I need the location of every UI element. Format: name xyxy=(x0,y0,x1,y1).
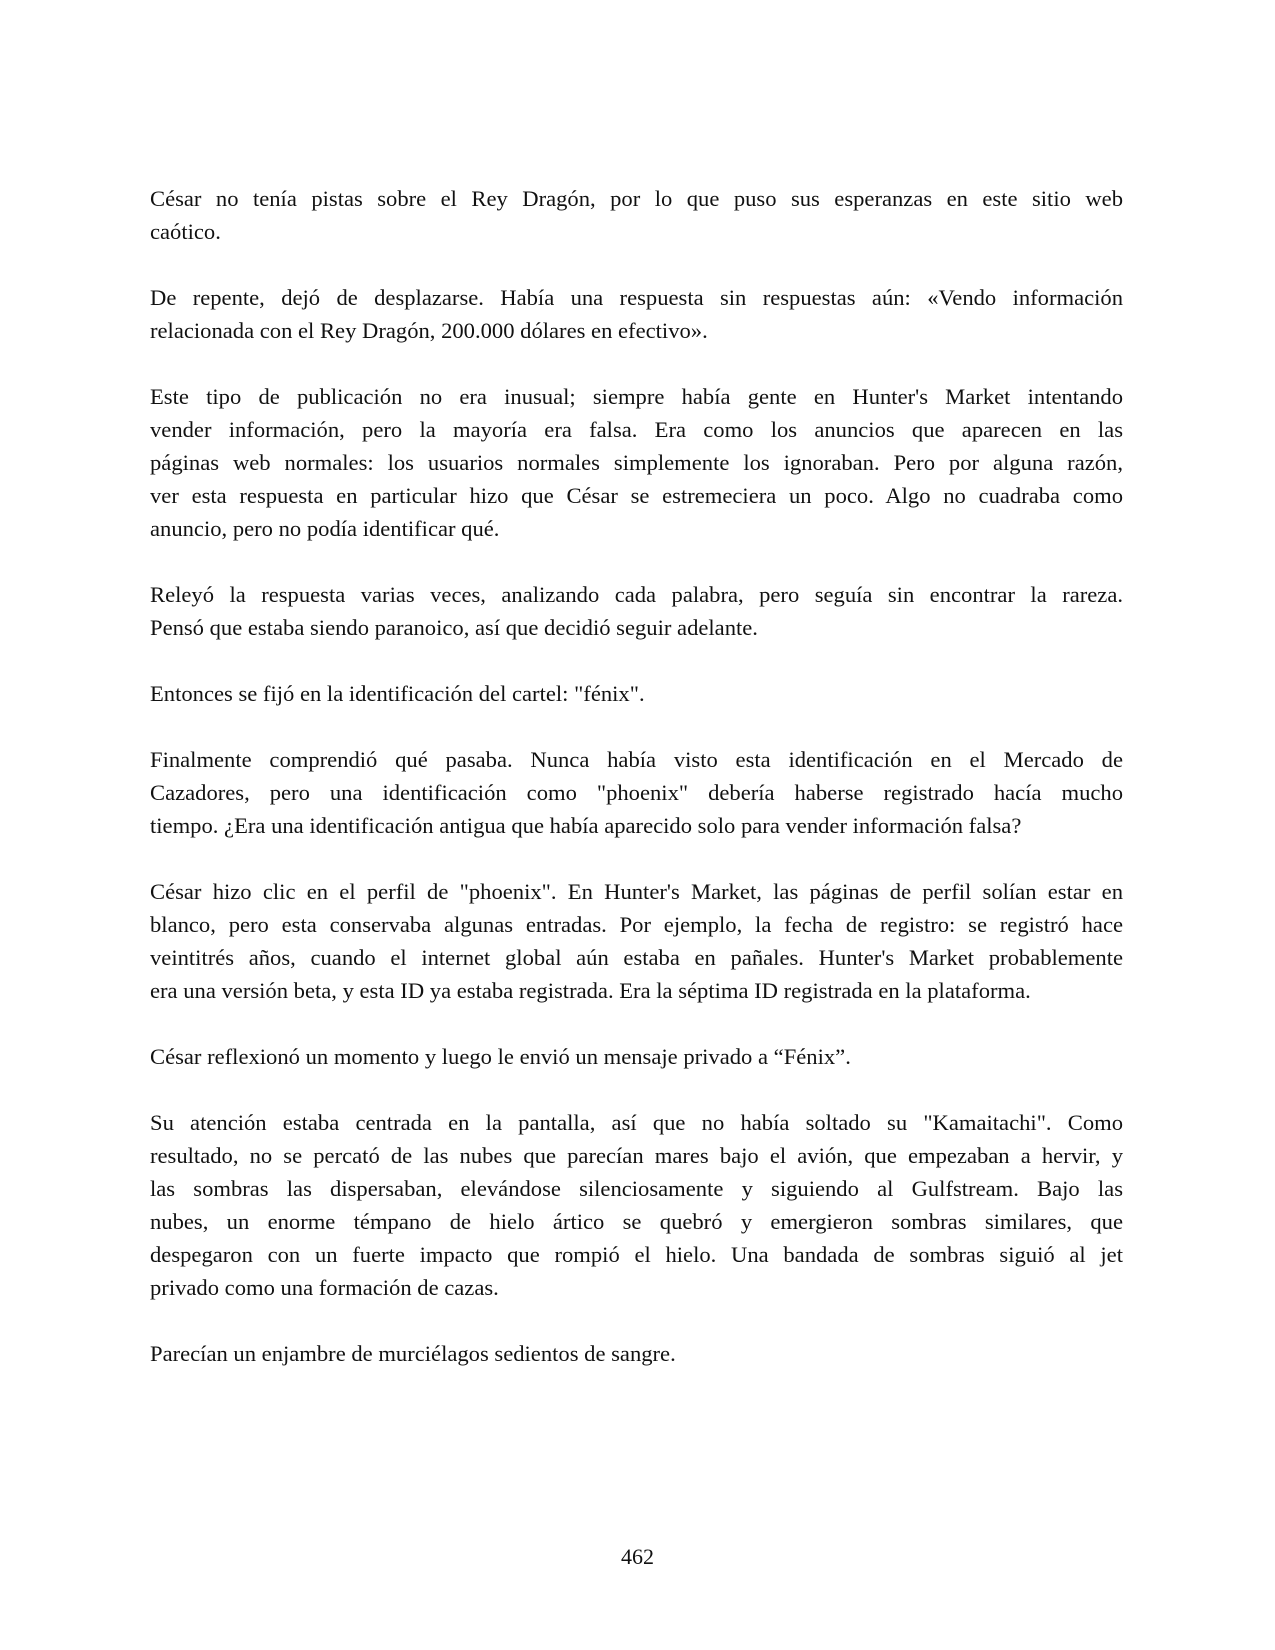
text-line: las sombras las dispersaban, elevándose silenciosamente y siguiendo al Gulfstream. Bajo las xyxy=(150,1176,1123,1201)
text-line: páginas web normales: los usuarios normales simplemente los ignoraban. Pero por alguna razón, xyxy=(150,450,1123,475)
text-line: caótico. xyxy=(150,219,221,244)
paragraph-9 xyxy=(150,1106,1123,1304)
paragraph-6 xyxy=(150,743,1123,842)
text-line: privado como una formación de cazas. xyxy=(150,1275,499,1300)
text-line: blanco, pero esta conservaba algunas entradas. Por ejemplo, la fecha de registro: se registró hace xyxy=(150,912,1123,937)
text-line: De repente, dejó de desplazarse. Había una respuesta sin respuestas aún: «Vendo información xyxy=(150,285,1123,310)
text-line: César hizo clic en el perfil de "phoenix". En Hunter's Market, las páginas de perfil solían estar en xyxy=(150,879,1123,904)
text-line: Finalmente comprendió qué pasaba. Nunca había visto esta identificación en el Mercado de xyxy=(150,747,1123,772)
text-line: despegaron con un fuerte impacto que rompió el hielo. Una bandada de sombras siguió al jet xyxy=(150,1242,1123,1267)
paragraph-2 xyxy=(150,281,1123,347)
text-line: César reflexionó un momento y luego le envió un mensaje privado a “Fénix”. xyxy=(150,1044,851,1069)
text-line: Releyó la respuesta varias veces, analizando cada palabra, pero seguía sin encontrar la rareza. xyxy=(150,582,1123,607)
body-text xyxy=(150,182,1123,1403)
paragraph-4 xyxy=(150,578,1123,644)
text-line: anuncio, pero no podía identificar qué. xyxy=(150,516,500,541)
paragraph-10 xyxy=(150,1337,1123,1370)
text-line: Entonces se fijó en la identificación del cartel: "fénix". xyxy=(150,681,645,706)
paragraph-3 xyxy=(150,380,1123,545)
text-line: Su atención estaba centrada en la pantalla, así que no había soltado su "Kamaitachi". Como xyxy=(150,1110,1123,1135)
paragraph-7 xyxy=(150,875,1123,1007)
text-line: nubes, un enorme témpano de hielo ártico se quebró y emergieron sombras similares, que xyxy=(150,1209,1123,1234)
text-line: era una versión beta, y esta ID ya estaba registrada. Era la séptima ID registrada en la plataforma. xyxy=(150,978,1031,1003)
text-line: Parecían un enjambre de murciélagos sedientos de sangre. xyxy=(150,1341,676,1366)
paragraph-8 xyxy=(150,1040,1123,1073)
text-line: resultado, no se percató de las nubes que parecían mares bajo el avión, que empezaban a hervir, y xyxy=(150,1143,1123,1168)
text-line: ver esta respuesta en particular hizo que César se estremeciera un poco. Algo no cuadraba como xyxy=(150,483,1123,508)
text-line: vender información, pero la mayoría era falsa. Era como los anuncios que aparecen en las xyxy=(150,417,1123,442)
text-line: Este tipo de publicación no era inusual; siempre había gente en Hunter's Market intentando xyxy=(150,384,1123,409)
text-line: veintitrés años, cuando el internet global aún estaba en pañales. Hunter's Market probablemente xyxy=(150,945,1123,970)
paragraph-5 xyxy=(150,677,1123,710)
text-line: tiempo. ¿Era una identificación antigua que había aparecido solo para vender información falsa? xyxy=(150,813,1022,838)
paragraph-1 xyxy=(150,182,1123,248)
text-line: relacionada con el Rey Dragón, 200.000 dólares en efectivo». xyxy=(150,318,708,343)
text-line: Pensó que estaba siendo paranoico, así que decidió seguir adelante. xyxy=(150,615,758,640)
text-line: César no tenía pistas sobre el Rey Dragón, por lo que puso sus esperanzas en este sitio web xyxy=(150,186,1123,211)
text-line: Cazadores, pero una identificación como "phoenix" debería haberse registrado hacía mucho xyxy=(150,780,1123,805)
page-number: 462 xyxy=(621,1544,654,1569)
